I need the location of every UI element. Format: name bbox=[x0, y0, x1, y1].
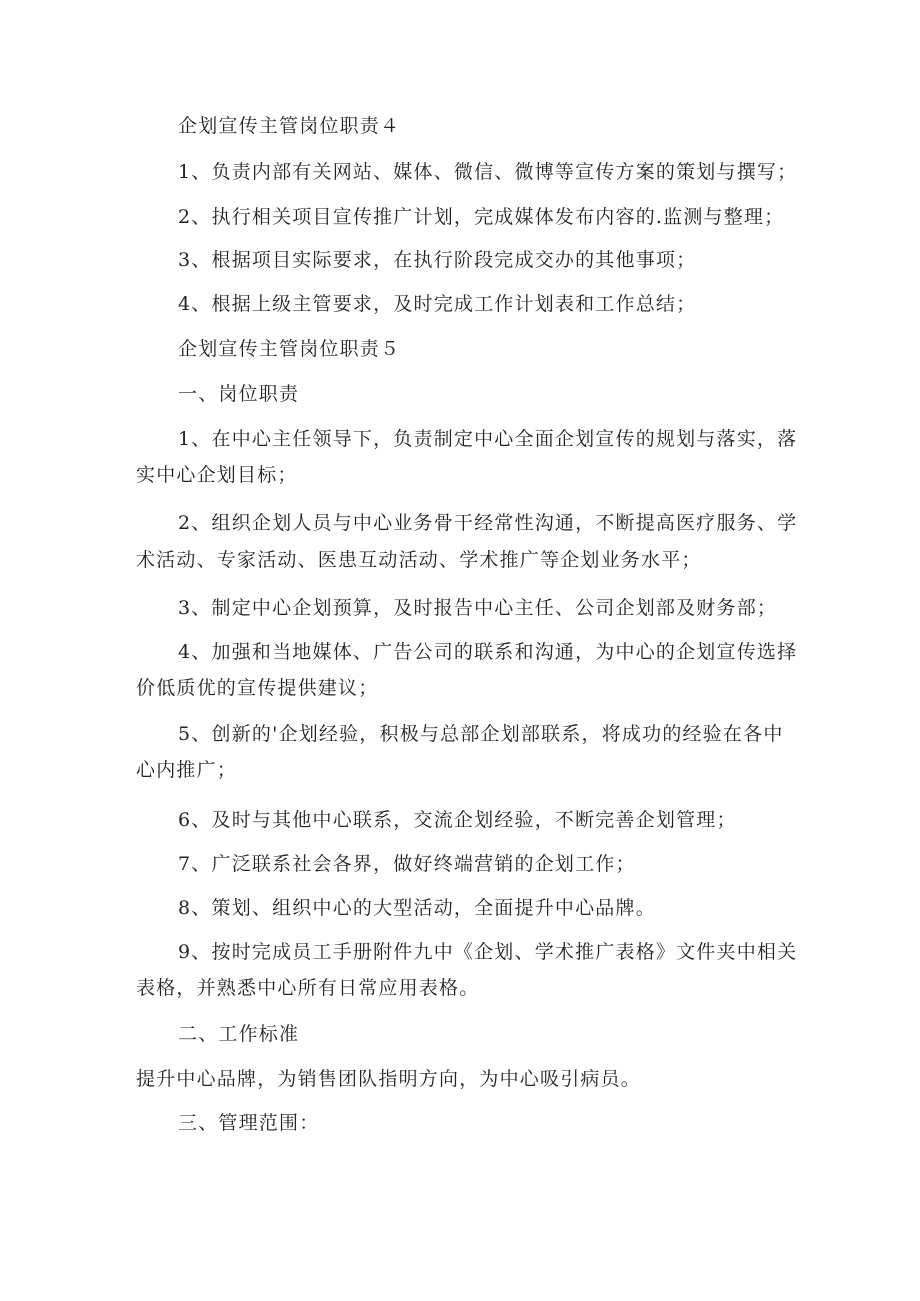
duty-item: 1、在中心主任领导下，负责制定中心全面企划宣传的规划与落实，落 bbox=[178, 428, 798, 450]
duty-item: 2、组织企划人员与中心业务骨干经常性沟通，不断提高医疗服务、学 bbox=[178, 512, 798, 534]
duty-item: 7、广泛联系社会各界，做好终端营销的企划工作； bbox=[178, 853, 636, 875]
standard-text: 提升中心品牌，为销售团队指明方向，为中心吸引病员。 bbox=[136, 1068, 642, 1090]
duty-item: 3、制定中心企划预算，及时报告中心主任、公司企划部及财务部； bbox=[178, 597, 778, 619]
duty-item: 1、负责内部有关网站、媒体、微信、微博等宣传方案的策划与撰写； bbox=[178, 161, 798, 183]
heading-duties-5: 企划宣传主管岗位职责５ bbox=[178, 338, 401, 360]
duty-item: 8、策划、组织中心的大型活动，全面提升中心品牌。 bbox=[178, 897, 656, 919]
heading-duties-4: 企划宣传主管岗位职责４ bbox=[178, 115, 401, 137]
duty-item-continuation: 心内推广； bbox=[136, 759, 238, 781]
duty-item: 9、按时完成员工手册附件九中《企划、学术推广表格》文件夹中相关 bbox=[178, 941, 798, 963]
duty-item-continuation: 实中心企划目标； bbox=[136, 464, 298, 486]
subheading-duties: 一、岗位职责 bbox=[178, 383, 300, 405]
subheading-standard: 二、工作标准 bbox=[178, 1023, 300, 1045]
duty-item: 5、创新的'企划经验，积极与总部企划部联系，将成功的经验在各中 bbox=[178, 723, 784, 745]
duty-item: 4、加强和当地媒体、广告公司的联系和沟通，为中心的企划宣传选择 bbox=[178, 641, 798, 663]
duty-item: 6、及时与其他中心联系，交流企划经验，不断完善企划管理； bbox=[178, 809, 737, 831]
duty-item: 4、根据上级主管要求，及时完成工作计划表和工作总结； bbox=[178, 293, 697, 315]
subheading-scope: 三、管理范围： bbox=[178, 1112, 320, 1134]
duty-item-continuation: 价低质优的宣传提供建议； bbox=[136, 677, 379, 699]
duty-item-continuation: 表格，并熟悉中心所有日常应用表格。 bbox=[136, 977, 480, 999]
duty-item: 3、根据项目实际要求，在执行阶段完成交办的其他事项； bbox=[178, 249, 697, 271]
duty-item-continuation: 术活动、专家活动、医患互动活动、学术推广等企划业务水平； bbox=[136, 549, 702, 571]
duty-item: 2、执行相关项目宣传推广计划，完成媒体发布内容的.监测与整理； bbox=[178, 206, 785, 228]
